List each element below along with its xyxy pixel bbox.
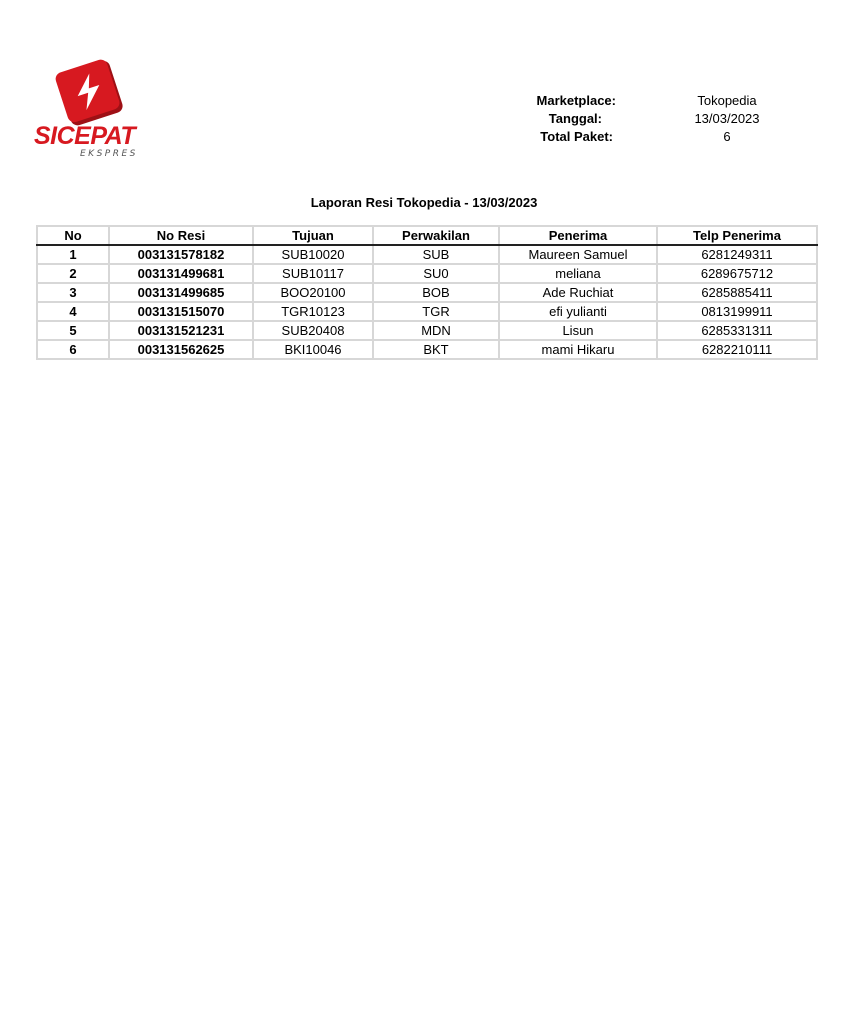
cell-no-resi: 003131515070 bbox=[109, 302, 253, 321]
cell-tujuan: SUB10117 bbox=[253, 264, 373, 283]
cell-telp: 6281249311 bbox=[657, 245, 817, 264]
header-no-resi: No Resi bbox=[109, 226, 253, 245]
cell-telp: 6285331311 bbox=[657, 321, 817, 340]
meta-value: 13/03/2023 bbox=[694, 111, 760, 126]
meta-row-total-paket bbox=[0, 129, 768, 147]
cell-no: 1 bbox=[37, 245, 109, 264]
cell-perwakilan: MDN bbox=[373, 321, 499, 340]
resi-table-wrapper bbox=[36, 225, 781, 360]
table-row bbox=[37, 283, 817, 302]
meta-label: Marketplace: bbox=[536, 93, 616, 108]
cell-no-resi: 003131578182 bbox=[109, 245, 253, 264]
cell-perwakilan: SUB bbox=[373, 245, 499, 264]
logo-sub-text: EKSPRES bbox=[80, 149, 138, 159]
header-no: No bbox=[37, 226, 109, 245]
cell-telp: 6289675712 bbox=[657, 264, 817, 283]
cell-no: 3 bbox=[37, 283, 109, 302]
cell-penerima: Lisun bbox=[499, 321, 657, 340]
report-title: Laporan Resi Tokopedia - 13/03/2023 bbox=[310, 195, 538, 210]
cell-no-resi: 003131499681 bbox=[109, 264, 253, 283]
meta-row-marketplace bbox=[0, 93, 768, 111]
resi-table bbox=[36, 225, 818, 360]
cell-penerima: Ade Ruchiat bbox=[499, 283, 657, 302]
table-row bbox=[37, 340, 817, 359]
table-row bbox=[37, 245, 817, 264]
cell-penerima: meliana bbox=[499, 264, 657, 283]
header-perwakilan: Perwakilan bbox=[373, 226, 499, 245]
table-row bbox=[37, 264, 817, 283]
header-tujuan: Tujuan bbox=[253, 226, 373, 245]
cell-no: 6 bbox=[37, 340, 109, 359]
cell-no: 2 bbox=[37, 264, 109, 283]
logo-brand-text: SICEPAT bbox=[34, 122, 136, 150]
cell-tujuan: TGR10123 bbox=[253, 302, 373, 321]
cell-no-resi: 003131499685 bbox=[109, 283, 253, 302]
cell-tujuan: BOO20100 bbox=[253, 283, 373, 302]
cell-telp: 6282210111 bbox=[657, 340, 817, 359]
meta-value: Tokopedia bbox=[697, 93, 757, 108]
cell-perwakilan: SU0 bbox=[373, 264, 499, 283]
cell-no-resi: 003131562625 bbox=[109, 340, 253, 359]
header-telp-penerima: Telp Penerima bbox=[657, 226, 817, 245]
cell-tujuan: BKI10046 bbox=[253, 340, 373, 359]
cell-no: 5 bbox=[37, 321, 109, 340]
meta-label: Total Paket: bbox=[540, 129, 613, 144]
meta-value: 6 bbox=[723, 129, 731, 144]
cell-telp: 6285885411 bbox=[657, 283, 817, 302]
meta-row-tanggal bbox=[0, 111, 768, 129]
cell-no: 4 bbox=[37, 302, 109, 321]
table-row bbox=[37, 302, 817, 321]
cell-penerima: efi yulianti bbox=[499, 302, 657, 321]
cell-perwakilan: TGR bbox=[373, 302, 499, 321]
cell-penerima: mami Hikaru bbox=[499, 340, 657, 359]
cell-penerima: Maureen Samuel bbox=[499, 245, 657, 264]
cell-tujuan: SUB10020 bbox=[253, 245, 373, 264]
table-row bbox=[37, 321, 817, 340]
header-penerima: Penerima bbox=[499, 226, 657, 245]
meta-label: Tanggal: bbox=[548, 111, 602, 126]
table-header-row bbox=[37, 226, 817, 245]
cell-perwakilan: BKT bbox=[373, 340, 499, 359]
cell-perwakilan: BOB bbox=[373, 283, 499, 302]
cell-tujuan: SUB20408 bbox=[253, 321, 373, 340]
cell-telp: 0813199911 bbox=[657, 302, 817, 321]
cell-no-resi: 003131521231 bbox=[109, 321, 253, 340]
report-meta bbox=[0, 93, 768, 153]
